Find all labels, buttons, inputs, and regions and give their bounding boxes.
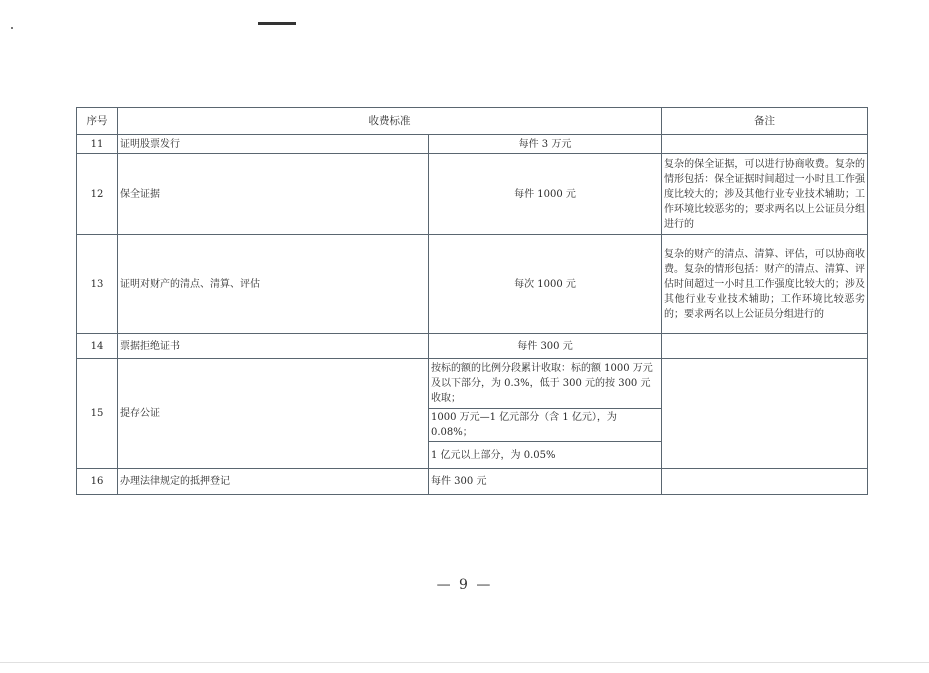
row-fee: 每件 300 元 [429, 469, 662, 495]
table-row [77, 135, 868, 154]
table-row [77, 154, 868, 235]
row-note: 复杂的保全证据，可以进行协商收费。复杂的情形包括：保全证据时间超过一小时且工作强度比较大的；涉及其他行业专业技术辅助；工作环境比较恶劣的；要求两名以上公证员分组进行的 [662, 154, 868, 235]
row-note [662, 469, 868, 495]
header-fee-standard: 收费标准 [118, 108, 662, 135]
page-edge-line [0, 662, 929, 663]
header-no: 序号 [77, 108, 118, 135]
row-fee: 每次 1000 元 [429, 235, 662, 334]
row-item: 票据拒绝证书 [118, 334, 429, 359]
header-note: 备注 [662, 108, 868, 135]
fee-standard-table [76, 107, 868, 495]
row-number: 16 [77, 469, 118, 495]
row-fee-tier-3: 1 亿元以上部分，为 0.05% [429, 442, 662, 469]
row-note: 复杂的财产的清点、清算、评估，可以协商收费。复杂的情形包括：财产的清点、清算、评估时间超过一小时且工作强度比较大的；涉及其他行业专业技术辅助；工作环境比较恶劣的；要求两名以上公证员分组进行的 [662, 235, 868, 334]
row-fee: 每件 300 元 [429, 334, 662, 359]
row-item: 保全证据 [118, 154, 429, 235]
table-row [77, 235, 868, 334]
row-item: 证明对财产的清点、清算、评估 [118, 235, 429, 334]
row-note [662, 359, 868, 469]
table-row [77, 359, 868, 409]
table-header-row [77, 108, 868, 135]
table-row [77, 334, 868, 359]
row-number: 13 [77, 235, 118, 334]
row-item: 证明股票发行 [118, 135, 429, 154]
row-number: 14 [77, 334, 118, 359]
row-note [662, 334, 868, 359]
row-fee-tier-1: 按标的额的比例分段累计收取：标的额 1000 万元及以下部分，为 0.3%，低于 300 元的按 300 元收取； [429, 359, 662, 409]
header-rule [258, 22, 296, 25]
row-item: 提存公证 [118, 359, 429, 469]
row-note [662, 135, 868, 154]
table-row [77, 469, 868, 495]
row-item: 办理法律规定的抵押登记 [118, 469, 429, 495]
row-fee: 每件 1000 元 [429, 154, 662, 235]
scan-speck [11, 27, 13, 29]
row-number: 12 [77, 154, 118, 235]
row-fee: 每件 3 万元 [429, 135, 662, 154]
row-number: 15 [77, 359, 118, 469]
page-number: — 9 — [436, 577, 493, 593]
row-number: 11 [77, 135, 118, 154]
row-fee-tier-2: 1000 万元—1 亿元部分（含 1 亿元），为 0.08%； [429, 409, 662, 442]
